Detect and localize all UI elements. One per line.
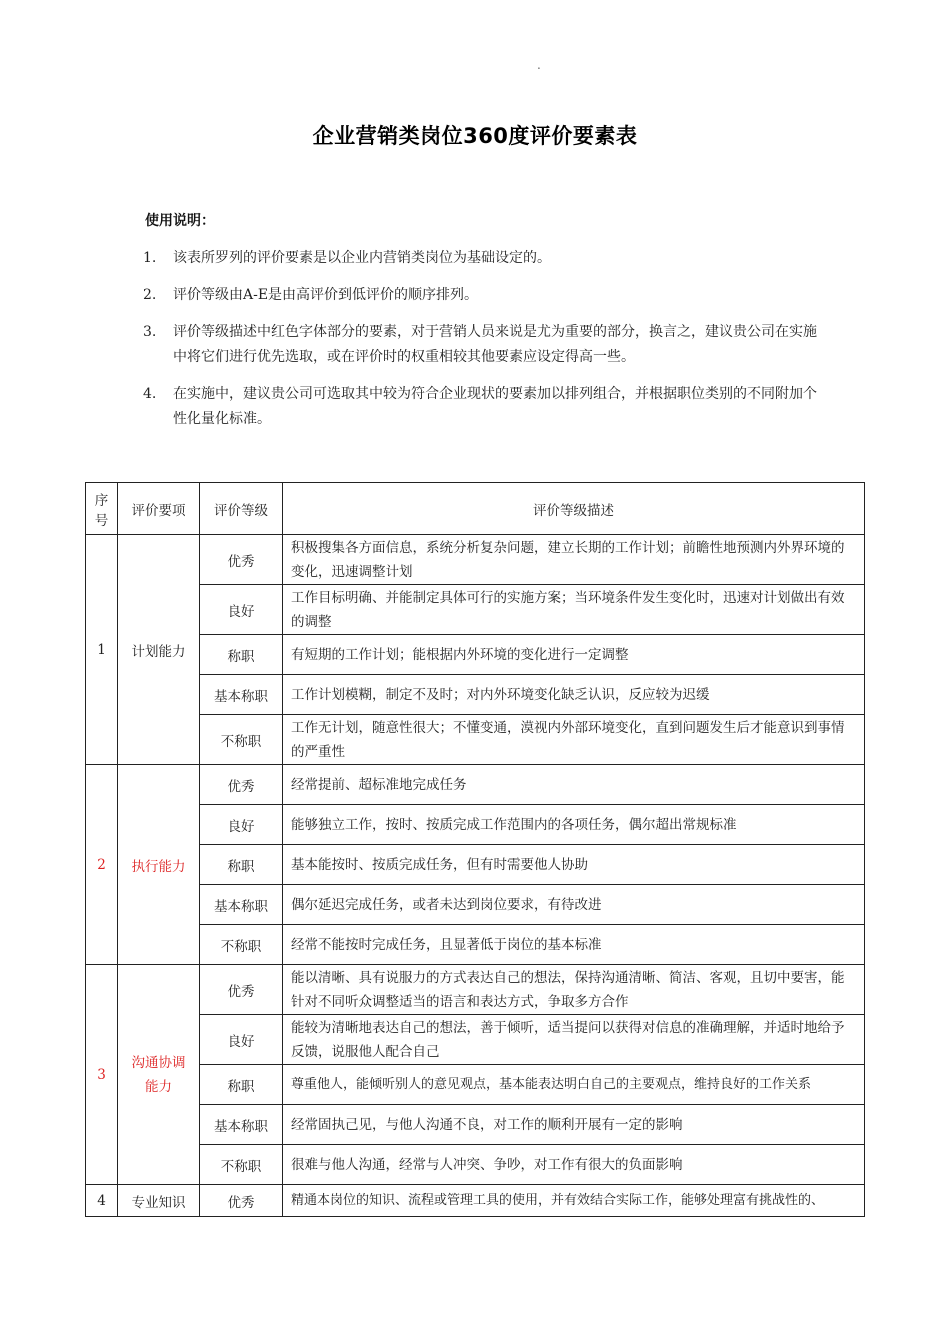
level-cell: 称职	[200, 1065, 283, 1105]
note-number: 3.	[143, 324, 157, 340]
desc-cell: 能较为清晰地表达自己的想法，善于倾听，适当提问以获得对信息的准确理解，并适时地给予反馈，说服他人配合自己	[283, 1015, 865, 1065]
header-level: 评价等级	[200, 483, 283, 535]
level-cell: 优秀	[200, 535, 283, 585]
header-desc: 评价等级描述	[283, 483, 865, 535]
table-row	[86, 1015, 865, 1065]
desc-cell: 经常提前、超标准地完成任务	[283, 765, 865, 805]
note-text: 在实施中，建议贵公司可选取其中较为符合企业现状的要素加以排列组合，并根据职位类别的不同附加个性化量化标准。	[173, 386, 817, 427]
desc-cell: 基本能按时、按质完成任务，但有时需要他人协助	[283, 845, 865, 885]
usage-label: 使用说明：	[145, 213, 215, 229]
table-row	[86, 765, 865, 805]
table-row	[86, 1185, 865, 1217]
level-cell: 称职	[200, 635, 283, 675]
evaluation-table	[85, 482, 865, 1217]
level-cell: 优秀	[200, 965, 283, 1015]
page-title: 企业营销类岗位360度评价要素表	[312, 124, 638, 148]
desc-cell: 经常不能按时完成任务，且显著低于岗位的基本标准	[283, 925, 865, 965]
desc-cell: 有短期的工作计划；能根据内外环境的变化进行一定调整	[283, 635, 865, 675]
desc-cell: 工作无计划，随意性很大；不懂变通，漠视内外部环境变化，直到问题发生后才能意识到事情的严重性	[283, 715, 865, 765]
table-row	[86, 965, 865, 1015]
item-cell: 执行能力	[118, 765, 200, 965]
desc-cell: 很难与他人沟通，经常与人冲突、争吵，对工作有很大的负面影响	[283, 1145, 865, 1185]
table-row	[86, 805, 865, 845]
level-cell: 不称职	[200, 715, 283, 765]
table-row	[86, 1145, 865, 1185]
level-cell: 称职	[200, 845, 283, 885]
level-cell: 基本称职	[200, 1105, 283, 1145]
desc-cell: 能以清晰、具有说服力的方式表达自己的想法，保持沟通清晰、简洁、客观，且切中要害，能针对不同听众调整适当的语言和表达方式，争取多方合作	[283, 965, 865, 1015]
table-row	[86, 635, 865, 675]
level-cell: 基本称职	[200, 675, 283, 715]
note-number: 2.	[143, 287, 157, 303]
desc-cell: 尊重他人，能倾听别人的意见观点，基本能表达明白自己的主要观点，维持良好的工作关系	[283, 1065, 865, 1105]
note-text: 评价等级描述中红色字体部分的要素，对于营销人员来说是尤为重要的部分，换言之，建议贵公司在实施中将它们进行优先选取，或在评价时的权重相较其他要素应设定得高一些。	[173, 324, 817, 365]
level-cell: 不称职	[200, 1145, 283, 1185]
header-item: 评价要项	[118, 483, 200, 535]
level-cell: 良好	[200, 1015, 283, 1065]
note-text: 该表所罗列的评价要素是以企业内营销类岗位为基础设定的。	[173, 250, 551, 266]
table-row	[86, 1065, 865, 1105]
desc-cell: 偶尔延迟完成任务，或者未达到岗位要求，有待改进	[283, 885, 865, 925]
header-mark: .	[537, 58, 541, 72]
seq-cell: 2	[86, 765, 118, 965]
level-cell: 不称职	[200, 925, 283, 965]
table-row	[86, 925, 865, 965]
desc-cell: 经常固执己见，与他人沟通不良，对工作的顺利开展有一定的影响	[283, 1105, 865, 1145]
item-cell: 沟通协调能力	[118, 965, 200, 1185]
note-text: 评价等级由A-E是由高评价到低评价的顺序排列。	[173, 287, 479, 303]
note-number: 4.	[143, 386, 157, 402]
header-seq: 序号	[86, 483, 118, 535]
desc-cell: 工作目标明确、并能制定具体可行的实施方案；当环境条件发生变化时，迅速对计划做出有效的调整	[283, 585, 865, 635]
table-row	[86, 715, 865, 765]
table-header-row	[86, 483, 865, 535]
level-cell: 基本称职	[200, 885, 283, 925]
table-row	[86, 585, 865, 635]
desc-cell: 精通本岗位的知识、流程或管理工具的使用，并有效结合实际工作，能够处理富有挑战性的、	[283, 1185, 865, 1217]
desc-cell: 能够独立工作，按时、按质完成工作范围内的各项任务，偶尔超出常规标准	[283, 805, 865, 845]
seq-cell: 4	[86, 1185, 118, 1217]
level-cell: 优秀	[200, 1185, 283, 1217]
table-row	[86, 885, 865, 925]
item-cell: 专业知识	[118, 1185, 200, 1217]
seq-cell: 3	[86, 965, 118, 1185]
desc-cell: 工作计划模糊，制定不及时；对内外环境变化缺乏认识，反应较为迟缓	[283, 675, 865, 715]
table-row	[86, 1105, 865, 1145]
item-cell: 计划能力	[118, 535, 200, 765]
level-cell: 良好	[200, 805, 283, 845]
table-row	[86, 845, 865, 885]
level-cell: 优秀	[200, 765, 283, 805]
desc-cell: 积极搜集各方面信息，系统分析复杂问题，建立长期的工作计划；前瞻性地预测内外界环境的变化，迅速调整计划	[283, 535, 865, 585]
note-number: 1.	[143, 250, 157, 266]
table-row	[86, 675, 865, 715]
level-cell: 良好	[200, 585, 283, 635]
seq-cell: 1	[86, 535, 118, 765]
table-row	[86, 535, 865, 585]
